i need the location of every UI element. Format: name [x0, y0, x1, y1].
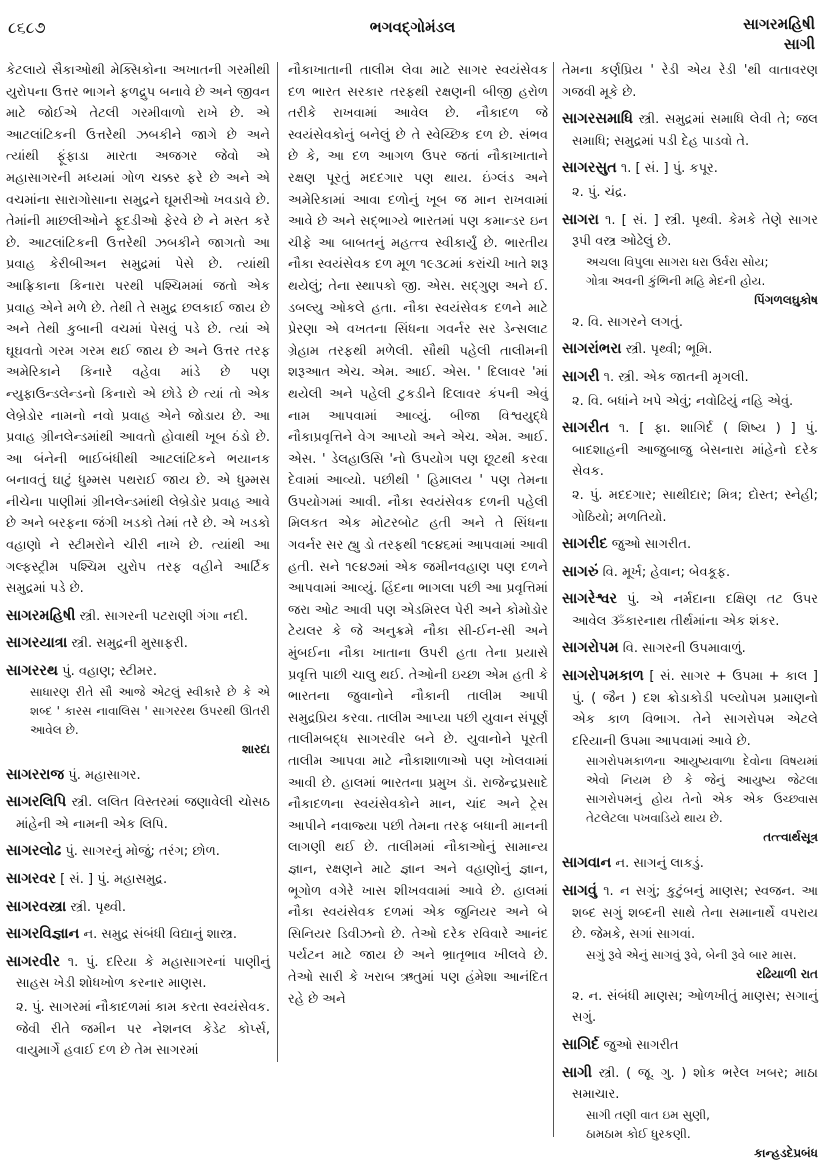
dictionary-entry [562, 210, 818, 253]
dictionary-entry [562, 158, 818, 180]
headword: સાગરરાજ [6, 766, 65, 783]
dictionary-entry [562, 562, 818, 584]
citation-source: પિંગળલઘુકોષ [754, 292, 818, 307]
citation-source: શારદા [241, 741, 270, 756]
headword: સાગવું [562, 883, 597, 900]
citation-quote [586, 253, 818, 310]
headword: સાગરોપમકાળ [562, 668, 644, 685]
definition: વિ. મૂર્ખ; હેવાન; બેવકૂફ. [602, 564, 731, 580]
definition: સ્ત્રી. પૃથ્વી. [70, 899, 126, 915]
page-number: ૮૬૮૭ [8, 18, 46, 37]
definition: જુઓ સાગરીત [603, 1038, 679, 1053]
definition-sense: ૨. વિ. સાગરને લગતું. [572, 314, 684, 330]
headword: સાગિર્દ [562, 1037, 600, 1053]
quote-line: ગોત્રા અવની કુંભિની મહિ મેદની હોય. [586, 273, 766, 288]
definition-sense: ૨. ન. સંબંધી માણસ; ઓળખીતું માણસ; સગાનું સગું. [572, 988, 818, 1026]
quote-line: સાધારણ રીતે સૌ આજે એટલું સ્વીકારે છે કે એ શબ્દ ' કારસ નાવાલિસ ' સાગરરથ ઉપરથી ઊતરી આવેલ છે. [30, 684, 270, 737]
citation-source: કાન્હડદેપ્રબંધ [754, 1145, 818, 1160]
guide-word-last: સાગી [783, 35, 815, 53]
dictionary-entry [6, 924, 270, 946]
citation-quote [586, 946, 818, 984]
headword: સાગરસમાધિ [562, 111, 633, 128]
definition: સ્ત્રી. સમુદ્રમાં સમાધિ લેવી તે; જલ સમાધિ; સમુદ્રમાં પડી દેહ પાડવો તે. [572, 112, 818, 149]
definition: ૧. સ્ત્રી. એક જાતની મૃગલી. [603, 369, 749, 385]
headword: સાગરી [562, 368, 600, 385]
column-2 [288, 60, 548, 1010]
definition: સ્ત્રી. લલિત વિસ્તરમાં જણાવેલી ચોસઠ માંહેની એ નામની એક લિપિ. [16, 795, 270, 832]
definition: સ્ત્રી. સાગરની પટરાણી ગંગા નદી. [79, 608, 249, 624]
dictionary-entry [562, 638, 818, 660]
headword: સાગરાંભરા [562, 341, 622, 358]
definition: [ સં. સાગર + ઉપમા + કાલ ] પું. ( જૈન ) દશ ક્રોડાકોડી પલ્યોપમ પ્રમાણનો એક કાળ વિભાગ. તેને સાગરોપમ એટલે દરિયાની ઉપમા આપવામાં આવે છે. [572, 669, 819, 749]
definition: પું. એ નર્મદાના દક્ષિણ તટ ઉપર આવેલ ૐકારનાથ તીર્થમાંના એક શંકર. [572, 592, 818, 629]
dictionary-entry [562, 534, 818, 556]
headword: સાગરરથ [6, 663, 58, 680]
continued-paragraph: નૌકાખાતાની તાલીમ લેવા માટે સાગર સ્વયંસેવક દળ ભારત સરકાર તરફથી રક્ષણની બીજી હરોળ તરીકે રાખવામાં આવેલ છે. નૌકાદળ જે સ્વયંસેવકોનું બનેલું છે તે સ્વેચ્છિક દળ છે. સંભવ છે કે, આ દળ આગળ ઉપર જતાં નૌકાખાતાને રક્ષણ પૂરતું મદદગાર પણ થાય. ઇંગ્લંડ અને અમેરિકામાં આવા દળોનું ખૂબ જ માન રાખવામાં આવે છે અને સદ્ભાગ્યે ભારતમાં પણ કમાન્ડર ઇન ચીફે આ બાબતનું મહત્ત્વ સ્વીકાર્યું છે. ભારતીય નૌકા સ્વયંસેવક દળ મૂળ ૧૯૩૮માં કરાંચી ખાતે શરૂ થયેલું; તેના સ્થાપકો જી. એસ. સદ્ગુણ અને ઈ. ડબલ્યુ ઓકલે હતા. નૌકા સ્વયંસેવક દળને માટે પ્રેરણા એ વખતના સિંધના ગવર્નર સર ડેન્સલાટ ગ્રેહામ તરફથી મળેલી. સૌથી પહેલી તાલીમની શરૂઆત એચ. એમ. આઈ. એસ. ' દિલાવર 'માં થયેલી અને પહેલી ટુકડીને દિલાવર કંપની એવું નામ આપવામાં આવ્યું. બીજા વિશ્વયુદ્ધે નૌકાપ્રવૃત્તિને વેગ આપ્યો અને એચ. એમ. આઈ. એસ. ' ડેલહાઉસિ 'નો ઉપયોગ પણ છૂટથી કરવા દેવામાં આવ્યો. પછીથી ' હિમાલય ' પણ તેમના ઉપયોગમાં આવી. નૌકા સ્વયંસેવક દળની પહેલી મિલકત એક મોટરબોટ હતી અને તે સિંધના ગવર્નર સર હ્યુ ડો તરફથી ૧૯૪૬માં આપવામાં આવી હતી. સને ૧૯૪૭માં એક જમીનવહાણ પણ દળને આપવામાં આવ્યું. હિંદના ભાગલા પછી આ પ્રવૃત્તિમાં જરા ઓટ આવી પણ એડમિરલ પેરી અને કોમોડોર ટેયલર કે જે અનુક્રમે નૌકા સી-ઈન-સી અને મુંબઈના નૌકા ખાતાના ઉપરી હતા તેના પ્રયાસે પ્રવૃત્તિ પાછી ચાલુ થઈ. તેઓની ઇચ્છા એમ હતી કે ભારતના જુવાનોને નૌકાની તાલીમ આપી સમુદ્રપ્રિય કરવા. તાલીમ આપ્યા પછી યુવાન સંપૂર્ણ તાલીમબદ્ધ સાગરવીર બને છે. યુવાનોને પૂરતી તાલીમ આપવા માટે નૌકાશાળાઓ પણ ખોલવામાં આવી છે. હાલમાં ભારતના પ્રમુખ ડૉ. રાજેન્દ્રપ્રસાદે નૌકાદળના સ્વયંસેવકોને માન, ચાંદ અને ટ્રેસ આપીને નવાજ્યા પછી તેમના તરફ બધાની માનની લાગણી થઈ છે. તાલીમમાં નૌકાઓનું સામાન્ય જ્ઞાન, રક્ષણને માટે જ્ઞાન અને વહાણોનું જ્ઞાન, ભૂગોળ વગેરે ખાસ શીખવવામાં આવે છે. હાલમાં નૌકા સ્વયંસેવક દળમાં એક જુનિયર અને બે સિનિયર ડિવીઝનો છે. તેઓ દરેક રવિવારે આનંદ પર્યટન માટે જાય છે અને ભ્રાતૃભાવ ખીલવે છે. તેઓ સારી કે ખરાબ ઋતુમાં પણ હંમેશા આનંદિત રહે છે અને [288, 63, 548, 1007]
headword: સાગવાન [562, 855, 612, 872]
definition-sense: ૨. પું. સાગરમાં નૌકાદળમાં કામ કરતા સ્વયંસેવક. જેવી રીતે જમીન પર નેશનલ કેડેટ કોર્પ્સ, વાયુમાર્ગે હવાઈ દળ છે તેમ સાગરમાં [16, 999, 270, 1059]
definition: [ સં. ] પું. મહાસમુદ્ર. [60, 872, 168, 887]
continued-paragraph: કેટલાયે સૈકાઓથી મેક્સિકોના અખાતની ગરમીથી યુરોપના ઉત્તર ભાગને ફળદ્રુપ બનાવે છે અને જીવન માટે જોઈએ તેટલી ગરમીવાળો રાખે છે. એ આટલાંટિકની ઉત્તરેથી ઝબકીને જાગે છે અને ત્યાંથી ફૂંફાડા મારતા અજગર જેવો એ મહાસાગરની મધ્યમાં ગોળ ચક્કર ફરે છે અને એ વચમાંના સારાગોસાના સમુદ્રને ઘૂમરીઓ ખવડાવે છે. તેમાંની માછલીઓને ફૂદડીઓ ફેરવે છે ને મસ્ત કરે છે. આટલાંટિકની ઉત્તરેથી ઝબકીને જાગતો આ પ્રવાહ કેરીબીઅન સમુદ્રમાં પેસે છે. ત્યાંથી આફ્રિકાના કિનારા પરથી પશ્ચિમમાં જતો એક પ્રવાહ એને મળે છે. તેથી તે સમુદ્ર છલકાઈ જાય છે અને તેથી કુબાની વચમાં પેસવું પડે છે. ત્યાં એ ઘૂઘવતો ગરમ ગરમ થઈ જાય છે અને ઉત્તર તરફ અમેરિકાને કિનારે વહેવા માંડે છે પણ ન્યુફાઉન્ડલેન્ડનો કિનારો એ છોડે છે ત્યાં તો એક લેબ્રેડોર નામનો નવો પ્રવાહ એને જોડાય છે. આ પ્રવાહ ગ્રીનલેન્ડમાંથી આવતો હોવાથી ખૂબ ઠંડો છે. આ બંનેની ભાઈબંધીથી આટલાંટિકને ભયાનક બનાવતું ઘાટું ધુમ્મસ પથરાઈ જાય છે. એ ધુમ્મસ નીચેના પાણીમાં ગ્રીનલેન્ડમાંથી લેબ્રેડોર પ્રવાહ આવે છે અને બરફના જંગી ખડકો તેમાં તરે છે. એ ખડકો વહાણો ને સ્ટીમરોને ચીરી નાખે છે. ત્યાંથી આ ગલ્ફસ્ટ્રીમ પશ્ચિમ યુરોપ તરફ વહીને આર્ટિક સમુદ્રમાં પડે છે. [6, 63, 270, 597]
quote-line: અચલા વિપુલા સાગરા ધરા ઉર્વરા સોય; [586, 254, 769, 269]
column-3 [562, 60, 818, 1163]
citation-quote [30, 683, 270, 759]
dictionary-entry [6, 841, 270, 863]
definition-sense: ૨. પું. ચંદ્ર. [572, 184, 627, 200]
dictionary-entry [562, 1063, 818, 1106]
citation-source: તત્ત્વાર્થસૂત્ર [763, 830, 818, 845]
dictionary-entry [562, 339, 818, 361]
definition: ૧. પું. દરિયા કે મહાસાગરનાં પાણીનું સાહસ ખેડી શોધખોળ કરનાર માણસ. [16, 954, 270, 992]
definition: વિ. સાગરની ઉપમાવાળું. [622, 641, 746, 657]
quote-line: સાગરોપમકાળના આયુષ્યવાળા દેવોના વિષયમાં એવો નિયમ છે કે જેનું આયુષ્ય જેટલા સાગરોપમનું હોય તેનો એક એક ઉચ્છ્વાસ તેટલેટલા પખવાડિયે થાય છે. [586, 754, 818, 826]
definition: ૧. ન સગું; કુટુંબનું માણસ; સ્વજન. આ શબ્દ સગું શબ્દની સાથે તેના સમાનાર્થે વપરાય છે. જેમકે, સગાં સાગવાં. [572, 884, 818, 943]
citation-source: રઢિયાળી રાત [756, 966, 818, 981]
definition-sense: ૨. પું. મદદગાર; સાથીદાર; મિત્ર; દોસ્ત; સ્નેહી; ગોઠિયો; મળતિયો. [572, 487, 818, 525]
definition: ૧. [ સં. ] સ્ત્રી. પૃથ્વી. કેમકે તેણે સાગર રૂપી વસ્ત્ર ઓઢેલું છે. [572, 212, 818, 250]
definition: પું. સાગરનું મોજું; તરંગ; છોળ. [65, 844, 220, 860]
headword: સાગરયાત્રા [6, 635, 68, 652]
headword: સાગરલોઢ [6, 843, 62, 860]
headword: સાગરલિપિ [6, 794, 67, 811]
dictionary-entry [6, 606, 270, 628]
headword: સાગરવર [6, 871, 56, 887]
headword: સાગરીદ [562, 536, 608, 553]
quote-line: સગું રૂવે એનું સાગવું રૂવે, બેની રૂવે બાર માસ. [586, 947, 797, 962]
headword: સાગરસુત [562, 160, 617, 177]
dictionary-entry [6, 952, 270, 995]
dictionary-entry [6, 661, 270, 683]
dictionary-entry [6, 633, 270, 655]
running-title: ભગવદ્ગોમંડલ [369, 18, 456, 36]
definition: સ્ત્રી. ( જૂ. ગુ. ) શોક ભરેલ ખબર; માઠા સમાચાર. [572, 1065, 818, 1103]
citation-quote [586, 752, 818, 847]
dictionary-entry [562, 1035, 818, 1057]
headword: સાગરવિજ્ઞાન [6, 926, 80, 943]
citation-quote [586, 1106, 818, 1163]
continued-paragraph: તેમના કર્ણપ્રિય ' રેડી એય રેડી 'થી વાતાવરણ ગજવી મૂકે છે. [562, 63, 818, 100]
dictionary-entry [562, 367, 818, 389]
quote-line: સાગી તણી વાત ઇમ સુણી, [586, 1107, 710, 1122]
dictionary-entry [6, 792, 270, 835]
dictionary-entry [562, 589, 818, 632]
dictionary-entry [6, 897, 270, 919]
definition: ન. સાગનું લાકડું. [615, 856, 704, 872]
dictionary-entry [562, 881, 818, 946]
dictionary-entry [6, 869, 270, 891]
definition: સ્ત્રી. સમુદ્રની મુસાફરી. [71, 636, 188, 652]
headword: સાગરવસ્ત્રા [6, 898, 67, 915]
column-divider [553, 62, 554, 1137]
dictionary-entry [562, 853, 818, 875]
definition: સ્ત્રી. પૃથ્વી; ભૂમિ. [625, 342, 713, 358]
headword: સાગરમહિષી [6, 607, 76, 624]
definition: પું. મહાસાગર. [68, 767, 141, 783]
guide-word-first: સાગરમહિષી [743, 15, 815, 33]
definition: ન. સમુદ્ર સંબંધી વિદ્યાનું શાસ્ત્ર. [83, 927, 237, 943]
quote-line: ઠામઠામ કોઈ ધુરકણી. [586, 1126, 691, 1141]
headword: સાગરા [562, 211, 599, 228]
headword: સાગરીત [562, 420, 610, 437]
page-header [0, 14, 825, 54]
headword: સાગરવીર [6, 953, 61, 970]
definition: જુઓ સાગરીત. [611, 537, 692, 553]
headword: સાગરું [562, 563, 599, 580]
definition: ૧. [ સં. ] પું. કપૂર. [620, 161, 718, 177]
headword: સાગી [562, 1064, 593, 1081]
dictionary-entry [6, 765, 270, 787]
column-divider [277, 62, 278, 1062]
column-1 [6, 60, 270, 1062]
headword: સાગરોપમ [562, 640, 619, 657]
headword: સાગરેશ્વર [562, 591, 618, 608]
dictionary-entry [562, 666, 818, 752]
definition: પું. વહાણ; સ્ટીમર. [62, 664, 157, 680]
definition: ૧. [ ફા. શાગિર્દ ( શિષ્ય ) ] પું. બાદશાહની આજુબાજુ બેસનારા માંહેનો દરેક સેવક. [572, 421, 818, 480]
guide-words [743, 14, 815, 54]
dictionary-entry [562, 109, 818, 152]
definition-sense: ૨. વિ. બધાંને ખપે એવું; નવોઢિયું નહિ એવું. [572, 393, 794, 409]
dictionary-entry [562, 418, 818, 483]
